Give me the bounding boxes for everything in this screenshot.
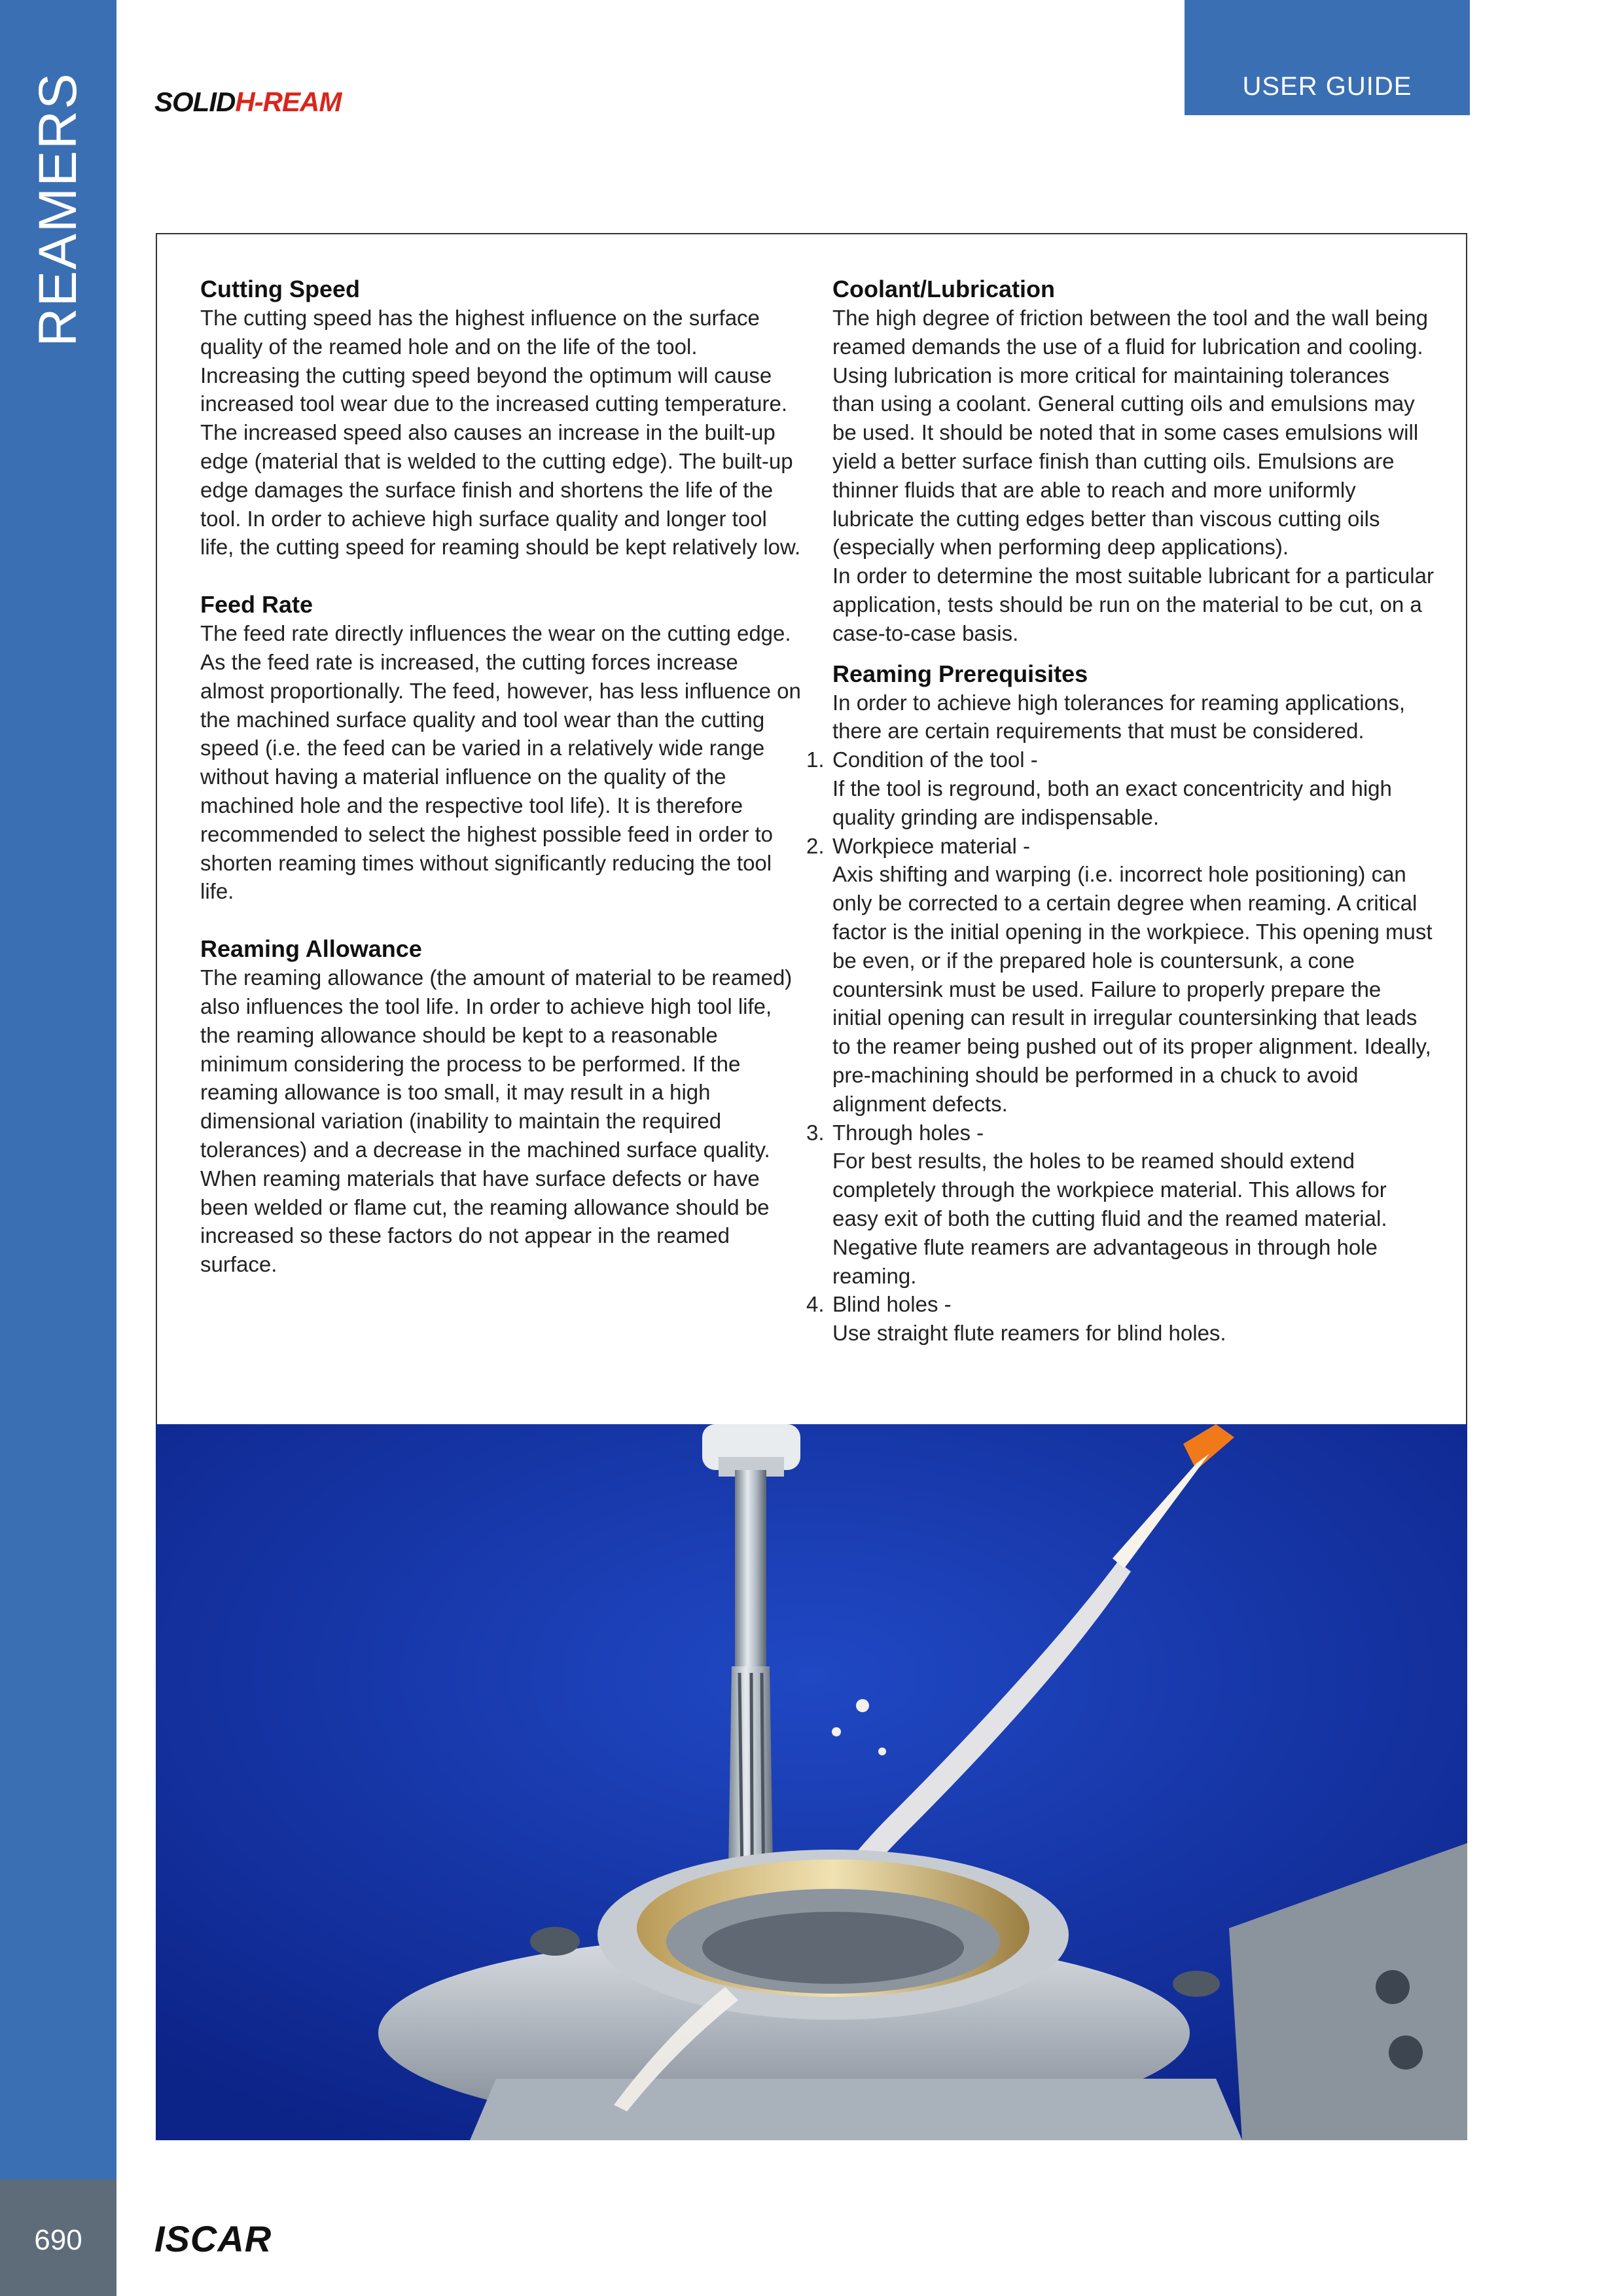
feed-rate-heading: Feed Rate [200,591,313,619]
prerequisite-text: Axis shifting and warping (i.e. incorrect hole positioning) can only be corrected to a certain degree when reaming. A critical factor is the initial opening in the workpiece. This opening must be even, or if the prepared hole is countersunk, a cone countersink must be used. Failure to properly prepare the initial opening can result in irregular countersinking that leads to the reamer being pushed out of its proper alignment. Ideally, pre-machining should be performed in a chuck to avoid alignment defects. [832,862,1433,1116]
prerequisite-title: Through holes - [832,1120,984,1145]
prerequisite-item [806,832,1435,1119]
prerequisite-title: Workpiece material - [832,833,1030,858]
reaming-allowance-paragraph-2: When reaming materials that have surface defects or have been welded or flame cut, the reaming allowance should be increased so these factors do not appear in the reamed surface. [200,1166,770,1277]
coolant-paragraph-2: In order to determine the most suitable lubricant for a particular application, tests should be run on the material to be cut, on a case-to-case basis. [832,564,1434,645]
left-column [200,275,802,1279]
cutting-speed-paragraph-1: The cutting speed has the highest influence on the surface quality of the reamed hole and on the life of the tool. Increasing the cutting speed beyond the optimum will cause increased tool wear due to the increased cutting temperature. [200,306,788,416]
coolant-heading: Coolant/Lubrication [832,276,1055,302]
prerequisite-text: For best results, the holes to be reamed should extend completely through the workpiece material. This allows for easy exit of both the cutting fluid and the reamed material. Negative flute reamers are advantageous in through hole reaming. [832,1149,1387,1288]
feed-rate-paragraph: The feed rate directly influences the wear on the cutting edge. As the feed rate is increased, the cutting forces increase almost proportionally. The feed, however, has less influence on the machined surface quality and tool wear than the cutting speed (i.e. the feed can be varied in a relatively wide range without having a material influence on the quality of the machined hole and the respective tool life). It is therefore recommended to select the highest possible feed in order to shorten reaming times without significantly reducing the tool life. [200,621,801,904]
prerequisite-number: 3. [806,1120,825,1145]
right-column [806,275,1435,1348]
page-number: 690 [34,2224,82,2256]
reaming-photo [156,1424,1467,2140]
user-guide-label: USER GUIDE [1242,72,1412,101]
brand-logo [154,86,341,118]
footer-logo: ISCAR [154,2218,272,2259]
prerequisite-item [806,1119,1435,1291]
cutting-speed-heading: Cutting Speed [200,276,360,302]
prerequisites-heading: Reaming Prerequisites [832,660,1088,687]
prerequisite-number: 2. [806,833,825,858]
prerequisite-text: Use straight flute reamers for blind holes. [832,1321,1226,1346]
prerequisite-title: Condition of the tool - [832,747,1038,772]
prerequisite-item [806,1290,1435,1348]
prerequisites-intro: In order to achieve high tolerances for reaming applications, there are certain requirements that must be considered. [832,690,1405,744]
section-title: REAMERS [28,72,88,347]
reaming-allowance-heading: Reaming Allowance [200,935,422,963]
prerequisite-number: 1. [806,747,825,772]
brand-logo-part1: SOLID [154,86,236,117]
prerequisite-text: If the tool is reground, both an exact concentricity and high quality grinding are indispensable. [832,776,1392,829]
prerequisite-title: Blind holes - [832,1292,952,1317]
brand-logo-part2: H-REAM [235,86,342,117]
coolant-paragraph-1: The high degree of friction between the tool and the wall being reamed demands the use of a fluid for lubrication and cooling. Using lubrication is more critical for maintaining tolerances than using a coolant. General cutting oils and emulsions may be used. It should be noted that in some cases emulsions will yield a better surface finish than cutting oils. Emulsions are thinner fluids that are able to reach and more uniformly lubricate the cutting edges better than viscous cutting oils (especially when performing deep applications). [832,306,1428,560]
prerequisite-item [806,745,1435,831]
reaming-allowance-paragraph-1: The reaming allowance (the amount of material to be reamed) also influences the tool life. In order to achieve high tool life, the reaming allowance should be kept to a reasonable minimum considering the process to be performed. If the reaming allowance is too small, it may result in a high dimensional variation (inability to maintain the required tolerances) and a decrease in the machined surface quality. [200,965,793,1162]
prerequisite-number: 4. [806,1292,825,1317]
cutting-speed-paragraph-2: The increased speed also causes an increase in the built-up edge (material that is welded to the cutting edge). The built-up edge damages the surface finish and shortens the life of the tool. In order to achieve high surface quality and longer tool life, the cutting speed for reaming should be kept relatively low. [200,420,801,560]
